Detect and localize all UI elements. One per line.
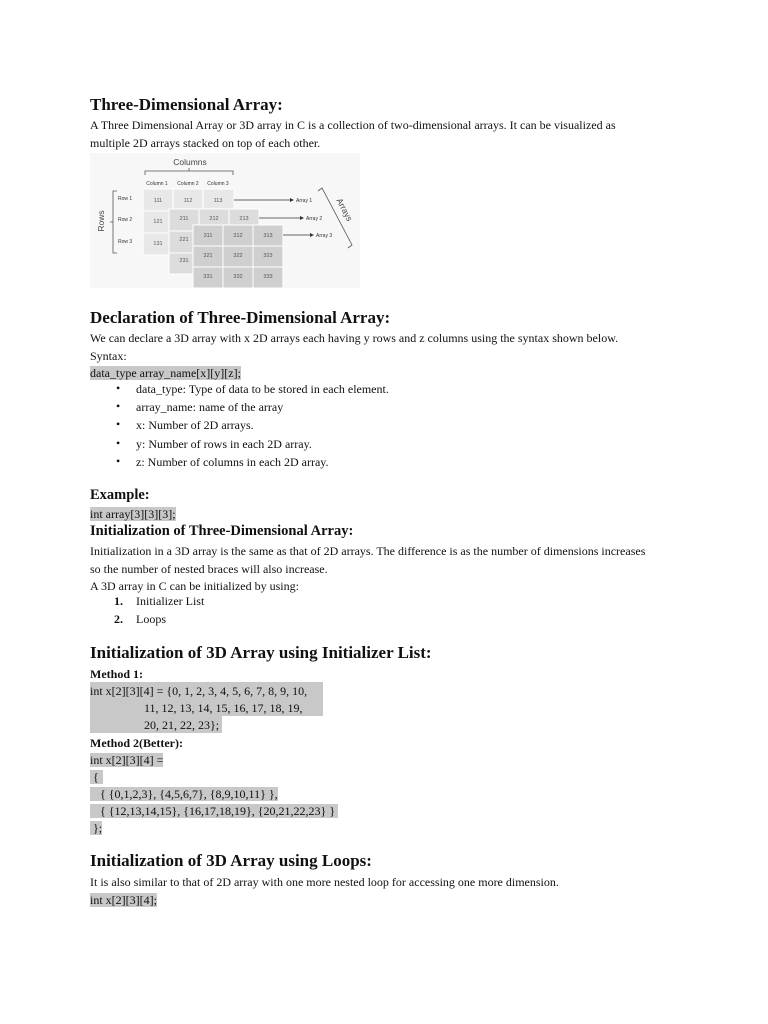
diagram-cell: 221 xyxy=(179,237,189,243)
diagram-cell: 211 xyxy=(179,216,189,222)
bullet-item: z: Number of columns in each 2D array. xyxy=(136,455,329,469)
diagram-array-label-2: Array 2 xyxy=(306,216,323,222)
paragraph-init-line3: A 3D array in C can be initialized by using: xyxy=(90,579,299,593)
method1-label: Method 1: xyxy=(90,667,143,681)
diagram-col-header-2: Column 2 xyxy=(177,181,199,187)
diagram-cell: 112 xyxy=(183,198,193,204)
bullet-marker: • xyxy=(116,436,121,450)
method1-code-line: int x[2][3][4] = {0, 1, 2, 3, 4, 5, 6, 7, 8, 9, 10, xyxy=(90,684,308,698)
example-title: Example: xyxy=(90,487,150,503)
method1-code-line: 11, 12, 13, 14, 15, 16, 17, 18, 19, xyxy=(144,701,303,715)
section-title-initialization: Initialization of Three-Dimensional Array: xyxy=(90,523,354,539)
diagram-columns-label: Columns xyxy=(173,157,207,167)
loops-code: int x[2][3][4]; xyxy=(90,893,157,907)
diagram-col-header-1: Column 1 xyxy=(146,181,168,187)
list-number: 1. xyxy=(114,594,123,608)
diagram-cell: 113 xyxy=(213,198,223,204)
diagram-rows-label: Rows xyxy=(96,210,106,232)
diagram-array-label-3: Array 3 xyxy=(316,233,333,239)
method2-code-line: { {12,13,14,15}, {16,17,18,19}, {20,21,22,23} } xyxy=(90,804,338,818)
diagram-cell: 322 xyxy=(233,253,243,259)
diagram-cell: 231 xyxy=(179,258,189,264)
paragraph-init-line1: Initialization in a 3D array is the same as that of 2D arrays. The difference is as the number of dimensions increases xyxy=(90,544,646,558)
diagram-cell: 321 xyxy=(203,253,213,259)
bullet-item: data_type: Type of data to be stored in each element. xyxy=(136,382,389,396)
diagram-row-header-1: Row 1 xyxy=(118,196,133,202)
section-title-3d-array: Three-Dimensional Array: xyxy=(90,95,283,114)
3d-array-diagram xyxy=(90,153,360,288)
diagram-cell: 111 xyxy=(153,198,163,204)
section-title-initializer-list: Initialization of 3D Array using Initializer List: xyxy=(90,643,432,662)
list-item: Initializer List xyxy=(136,594,205,608)
diagram-col-header-3: Column 3 xyxy=(207,181,229,187)
method2-code-line: { xyxy=(90,770,103,784)
diagram-cell: 121 xyxy=(153,219,163,225)
bullet-item: array_name: name of the array xyxy=(136,400,284,414)
diagram-cell: 311 xyxy=(203,233,213,239)
method2-code-line: { {0,1,2,3}, {4,5,6,7}, {8,9,10,11} }, xyxy=(90,787,278,801)
diagram-cell: 333 xyxy=(263,274,273,280)
method1-code-line: 20, 21, 22, 23}; xyxy=(144,718,220,732)
paragraph-3d-desc-line2: multiple 2D arrays stacked on top of each other. xyxy=(90,136,321,150)
diagram-arrays-label: Arrays xyxy=(334,196,355,223)
diagram-cell: 331 xyxy=(203,274,213,280)
diagram-cell: 332 xyxy=(233,274,243,280)
list-item: Loops xyxy=(136,612,166,626)
list-number: 2. xyxy=(114,612,123,626)
diagram-cell: 312 xyxy=(233,233,243,239)
example-code: int array[3][3][3]; xyxy=(90,507,176,521)
paragraph-declaration: We can declare a 3D array with x 2D arrays each having y rows and z columns using the syntax shown below. xyxy=(90,331,619,345)
method2-code-line: int x[2][3][4] = xyxy=(90,753,164,767)
paragraph-loops: It is also similar to that of 2D array with one more nested loop for accessing one more dimension. xyxy=(90,875,559,889)
bullet-marker: • xyxy=(116,381,121,395)
paragraph-init-line2: so the number of nested braces will also increase. xyxy=(90,562,328,576)
diagram-row-header-3: Row 3 xyxy=(118,239,133,245)
diagram-cell: 313 xyxy=(263,233,273,239)
bullet-marker: • xyxy=(116,417,121,431)
diagram-array-label-1: Array 1 xyxy=(296,198,313,204)
diagram-row-header-2: Row 2 xyxy=(118,217,133,223)
paragraph-3d-desc-line1: A Three Dimensional Array or 3D array in C is a collection of two-dimensional arrays. It can be visualized as xyxy=(90,118,616,132)
syntax-label: Syntax: xyxy=(90,349,127,363)
method2-label: Method 2(Better): xyxy=(90,736,183,750)
method2-code-line: }; xyxy=(90,821,102,835)
bullet-item: y: Number of rows in each 2D array. xyxy=(136,437,312,451)
diagram-cell: 212 xyxy=(209,216,219,222)
syntax-code: data_type array_name[x][y][z]; xyxy=(90,366,241,380)
bullet-item: x: Number of 2D arrays. xyxy=(136,418,254,432)
diagram-array-3 xyxy=(193,225,283,288)
bullet-marker: • xyxy=(116,399,121,413)
section-title-loops: Initialization of 3D Array using Loops: xyxy=(90,851,372,870)
diagram-cell: 213 xyxy=(239,216,249,222)
diagram-cell: 323 xyxy=(263,253,273,259)
section-title-declaration: Declaration of Three-Dimensional Array: xyxy=(90,308,391,327)
bullet-marker: • xyxy=(116,454,121,468)
diagram-cell: 131 xyxy=(153,241,163,247)
